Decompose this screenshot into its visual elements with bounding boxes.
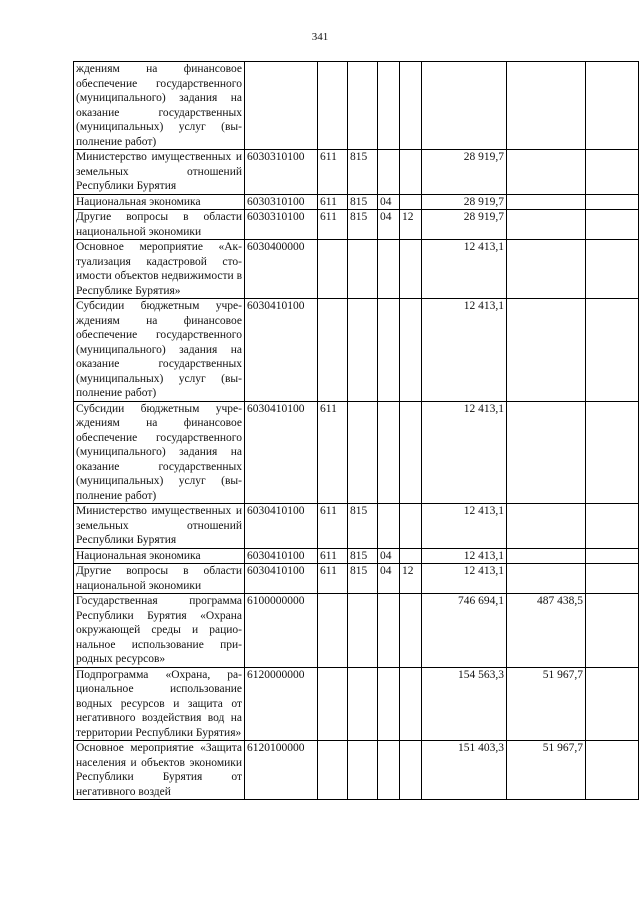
target-code-cell: 6030310100	[245, 210, 318, 240]
expense-type-cell: 611	[318, 210, 348, 240]
section-cell	[378, 299, 400, 402]
table-row	[74, 150, 639, 195]
table-row	[74, 564, 639, 594]
target-code-cell: 6120100000	[245, 741, 318, 800]
row-name-cell: Государственная программа Республики Бурятия «Охрана окружающей среды и рациональное использование природных ресурсов»	[74, 594, 245, 668]
ministry-code-cell: 815	[348, 210, 378, 240]
row-name-cell: Национальная экономика	[74, 548, 245, 564]
subsection-cell	[400, 62, 422, 150]
amount-cell: 12 413,1	[422, 240, 507, 299]
row-name-cell: Министерство имущественных и земельных отношений Республики Бурятия	[74, 150, 245, 195]
subsection-cell: 12	[400, 564, 422, 594]
row-name-cell: ждениям на финансовое обеспечение государственного (муниципального) задания на оказание государственных (муниципальных) услуг (выполнение работ)	[74, 62, 245, 150]
extra-amount-cell	[586, 150, 639, 195]
budget-table	[73, 61, 639, 800]
target-code-cell: 6030410100	[245, 548, 318, 564]
section-cell	[378, 504, 400, 549]
ministry-code-cell: 815	[348, 150, 378, 195]
section-cell: 04	[378, 194, 400, 210]
amount-cell: 154 563,3	[422, 667, 507, 741]
amount-cell: 12 413,1	[422, 564, 507, 594]
table-row	[74, 548, 639, 564]
subsection-cell	[400, 299, 422, 402]
subsection-cell	[400, 194, 422, 210]
extra-amount-cell	[586, 594, 639, 668]
expense-type-cell	[318, 667, 348, 741]
target-code-cell: 6030310100	[245, 150, 318, 195]
target-code-cell: 6030410100	[245, 564, 318, 594]
section-cell	[378, 62, 400, 150]
row-name-cell: Основное мероприятие «Актуализация кадастровой стоимости объектов недвижимости в Республике Бурятия»	[74, 240, 245, 299]
table-row	[74, 62, 639, 150]
row-name-cell: Субсидии бюджетным учреждениям на финансовое обеспечение государственного (муниципального) задания на оказание государственных (муниципальных) услуг (выполнение работ)	[74, 299, 245, 402]
expense-type-cell: 611	[318, 194, 348, 210]
extra-amount-cell	[586, 564, 639, 594]
section-cell	[378, 150, 400, 195]
row-name-cell: Подпрограмма «Охрана, рациональное использование водных ресурсов и защита от негативного воздействия вод на территории Республики Бурятия»	[74, 667, 245, 741]
ministry-code-cell: 815	[348, 194, 378, 210]
federal-amount-cell	[507, 62, 586, 150]
federal-amount-cell	[507, 401, 586, 504]
target-code-cell: 6120000000	[245, 667, 318, 741]
section-cell: 04	[378, 548, 400, 564]
expense-type-cell: 611	[318, 564, 348, 594]
section-cell	[378, 594, 400, 668]
extra-amount-cell	[586, 667, 639, 741]
ministry-code-cell: 815	[348, 504, 378, 549]
section-cell	[378, 667, 400, 741]
amount-cell: 746 694,1	[422, 594, 507, 668]
extra-amount-cell	[586, 548, 639, 564]
table-row	[74, 741, 639, 800]
amount-cell: 12 413,1	[422, 401, 507, 504]
ministry-code-cell	[348, 62, 378, 150]
expense-type-cell	[318, 240, 348, 299]
expense-type-cell: 611	[318, 548, 348, 564]
federal-amount-cell	[507, 150, 586, 195]
extra-amount-cell	[586, 62, 639, 150]
table-row	[74, 401, 639, 504]
federal-amount-cell	[507, 564, 586, 594]
extra-amount-cell	[586, 210, 639, 240]
ministry-code-cell	[348, 401, 378, 504]
subsection-cell	[400, 150, 422, 195]
subsection-cell	[400, 594, 422, 668]
expense-type-cell	[318, 741, 348, 800]
ministry-code-cell	[348, 299, 378, 402]
ministry-code-cell: 815	[348, 548, 378, 564]
extra-amount-cell	[586, 741, 639, 800]
federal-amount-cell: 487 438,5	[507, 594, 586, 668]
federal-amount-cell	[507, 548, 586, 564]
row-name-cell: Национальная экономика	[74, 194, 245, 210]
amount-cell: 151 403,3	[422, 741, 507, 800]
section-cell	[378, 401, 400, 504]
expense-type-cell	[318, 594, 348, 668]
table-row	[74, 667, 639, 741]
table-row	[74, 210, 639, 240]
row-name-cell: Министерство имущественных и земельных отношений Республики Бурятия	[74, 504, 245, 549]
section-cell: 04	[378, 210, 400, 240]
expense-type-cell: 611	[318, 401, 348, 504]
amount-cell: 28 919,7	[422, 150, 507, 195]
extra-amount-cell	[586, 504, 639, 549]
table-row	[74, 194, 639, 210]
target-code-cell: 6100000000	[245, 594, 318, 668]
table-row	[74, 240, 639, 299]
target-code-cell: 6030410100	[245, 299, 318, 402]
table-row	[74, 594, 639, 668]
subsection-cell	[400, 667, 422, 741]
federal-amount-cell	[507, 299, 586, 402]
expense-type-cell: 611	[318, 150, 348, 195]
amount-cell: 12 413,1	[422, 504, 507, 549]
amount-cell: 28 919,7	[422, 210, 507, 240]
target-code-cell: 6030400000	[245, 240, 318, 299]
row-name-cell: Субсидии бюджетным учреждениям на финансовое обеспечение государственного (муниципального) задания на оказание государственных (муниципальных) услуг (выполнение работ)	[74, 401, 245, 504]
federal-amount-cell: 51 967,7	[507, 741, 586, 800]
row-name-cell: Другие вопросы в области национальной экономики	[74, 564, 245, 594]
subsection-cell	[400, 548, 422, 564]
target-code-cell: 6030410100	[245, 401, 318, 504]
amount-cell: 12 413,1	[422, 548, 507, 564]
subsection-cell	[400, 504, 422, 549]
table-row	[74, 299, 639, 402]
amount-cell: 28 919,7	[422, 194, 507, 210]
federal-amount-cell	[507, 240, 586, 299]
federal-amount-cell	[507, 504, 586, 549]
extra-amount-cell	[586, 401, 639, 504]
target-code-cell	[245, 62, 318, 150]
ministry-code-cell	[348, 741, 378, 800]
amount-cell: 12 413,1	[422, 299, 507, 402]
table-row	[74, 504, 639, 549]
section-cell: 04	[378, 564, 400, 594]
target-code-cell: 6030410100	[245, 504, 318, 549]
section-cell	[378, 741, 400, 800]
extra-amount-cell	[586, 194, 639, 210]
ministry-code-cell	[348, 240, 378, 299]
extra-amount-cell	[586, 299, 639, 402]
section-cell	[378, 240, 400, 299]
subsection-cell	[400, 240, 422, 299]
ministry-code-cell	[348, 667, 378, 741]
expense-type-cell	[318, 62, 348, 150]
extra-amount-cell	[586, 240, 639, 299]
ministry-code-cell	[348, 594, 378, 668]
amount-cell	[422, 62, 507, 150]
row-name-cell: Другие вопросы в области национальной экономики	[74, 210, 245, 240]
budget-table-body	[74, 62, 639, 800]
row-name-cell: Основное мероприятие «Защита населения и объектов экономики Республики Бурятия от негативного воздей	[74, 741, 245, 800]
expense-type-cell: 611	[318, 504, 348, 549]
federal-amount-cell	[507, 210, 586, 240]
federal-amount-cell: 51 967,7	[507, 667, 586, 741]
subsection-cell	[400, 741, 422, 800]
federal-amount-cell	[507, 194, 586, 210]
expense-type-cell	[318, 299, 348, 402]
ministry-code-cell: 815	[348, 564, 378, 594]
subsection-cell	[400, 401, 422, 504]
target-code-cell: 6030310100	[245, 194, 318, 210]
subsection-cell: 12	[400, 210, 422, 240]
page-number: 341	[311, 31, 329, 43]
